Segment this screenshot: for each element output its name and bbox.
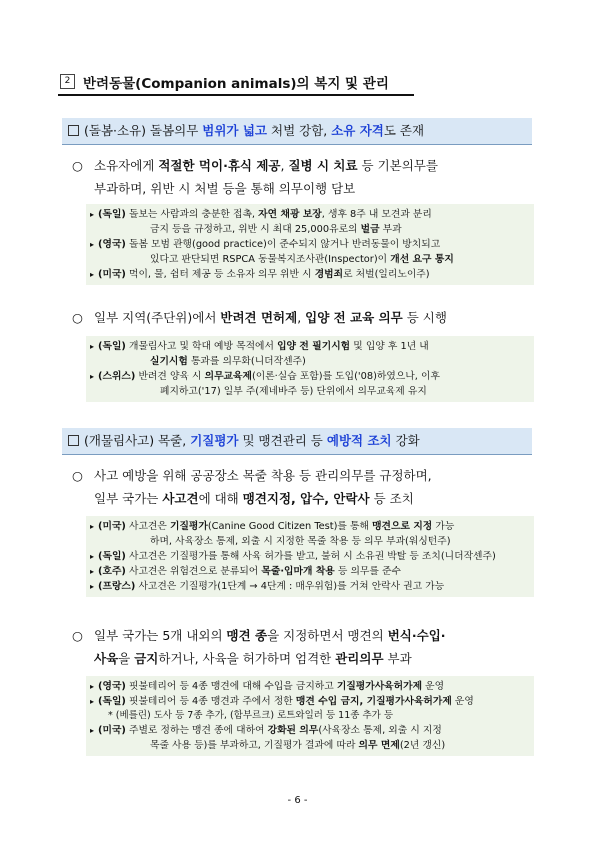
section-title-text: 반려동물(Companion animals)의 복지 및 관리 bbox=[83, 76, 389, 92]
example-box-accident bbox=[86, 516, 534, 597]
bullet-licensing: ○ 일부 지역(주단위)에서 반려견 면허제, 입양 전 교육 의무 등 시행 bbox=[72, 306, 538, 329]
list-item: ▸ (스위스) 반려견 양육 시 의무교육제(이론·실습 포함)를 도입('08)하였으나, 이후 폐지하고('17) 일부 주(제네바주 등) 단위에서 의무교육제 유지 bbox=[90, 369, 530, 399]
example-box-breeds bbox=[86, 676, 534, 756]
section-number-box: 2 bbox=[60, 74, 75, 89]
example-box-care bbox=[86, 204, 534, 285]
circle-bullet-icon: ○ bbox=[72, 468, 83, 483]
list-item: ▸ (독일) 핏불테리어 등 4종 맹견과 주에서 정한 맹견 수입 금지, 기질평가사육허가제 운영 bbox=[90, 694, 530, 709]
checkbox-square-icon bbox=[68, 125, 79, 136]
footnote: * (베를린) 도사 등 7종 추가, (함부르크) 로트와일러 등 11종 추가 등 bbox=[108, 710, 394, 721]
bullet-accident-prevention: ○ 사고 예방을 위해 공공장소 목줄 착용 등 관리의무를 규정하며, 일부 국가는 사고견에 대해 맹견지정, 압수, 안락사 등 조치 bbox=[72, 464, 538, 510]
subheading-dog-bite: (개물림사고) 목줄, 기질평가 및 맹견관리 등 예방적 조치 강화 bbox=[62, 428, 532, 455]
circle-bullet-icon: ○ bbox=[72, 628, 83, 643]
list-item: ▸ (미국) 사고견은 기질평가(Canine Good Citizen Test)를 통해 맹견으로 지정 가능 하며, 사육장소 통제, 외출 시 지정한 목줄 착용 등 의무 부과(워싱턴주) bbox=[90, 519, 530, 549]
circle-bullet-icon: ○ bbox=[72, 158, 83, 173]
section-title bbox=[58, 66, 414, 96]
section-title-underline bbox=[58, 94, 414, 96]
list-item: ▸ (독일) 개물림사고 및 학대 예방 목적에서 입양 전 필기시험 및 입양 후 1년 내 실기시험 통과를 의무화(니더작센주) bbox=[90, 339, 530, 369]
list-item: ▸ (독일) 사고견은 기질평가를 통해 사육 허가를 받고, 불허 시 소유권 박탈 등 조치(니더작센주) bbox=[90, 549, 530, 564]
bullet-basic-duties: ○ 소유자에게 적절한 먹이·휴식 제공, 질병 시 치료 등 기본의무를 부과하며, 위반 시 처벌 등을 통해 의무이행 담보 bbox=[72, 154, 538, 200]
list-item: ▸ (프랑스) 사고견은 기질평가(1단계 → 4단계 : 매우위험)를 거쳐 안락사 권고 가능 bbox=[90, 579, 530, 594]
checkbox-square-icon bbox=[68, 435, 79, 446]
list-item: ▸ (미국) 먹이, 물, 쉼터 제공 등 소유자 의무 위반 시 경범죄로 처벌(일리노이주) bbox=[90, 267, 530, 282]
example-box-licensing bbox=[86, 336, 534, 402]
bullet-dangerous-breeds: ○ 일부 국가는 5개 내외의 맹견 종을 지정하면서 맹견의 번식·수입· 사육을 금지하거나, 사육을 허가하며 엄격한 관리의무 부과 bbox=[72, 624, 538, 670]
list-item: ▸ (미국) 주별로 정하는 맹견 종에 대하여 강화된 의무(사육장소 통제, 외출 시 지정 목줄 사용 등)를 부과하고, 기질평가 결과에 따라 의무 면제(2년 갱신) bbox=[90, 723, 530, 753]
list-item: ▸ (영국) 돌봄 모범 관행(good practice)이 준수되지 않거나 반려동물이 방치되고 있다고 판단되면 RSPCA 동물복지조사관(Inspector)이 개선 요구 통지 bbox=[90, 237, 530, 267]
subheading-care-ownership: (돌봄·소유) 돌봄의무 범위가 넓고 처벌 강함, 소유 자격도 존재 bbox=[62, 118, 532, 145]
list-item: ▸ (호주) 사고견은 위험견으로 분류되어 목줄·입마개 착용 등 의무를 준수 bbox=[90, 564, 530, 579]
circle-bullet-icon: ○ bbox=[72, 310, 83, 325]
list-item: ▸ (영국) 핏불테리어 등 4종 맹견에 대해 수입을 금지하고 기질평가사육허가제 운영 bbox=[90, 679, 530, 694]
page-number: - 6 - bbox=[287, 795, 308, 806]
list-item: ▸ (독일) 돌보는 사람과의 충분한 접촉, 자연 채광 보장, 생후 8주 내 모견과 분리 금지 등을 규정하고, 위반 시 최대 25,000유로의 벌금 부과 bbox=[90, 207, 530, 237]
